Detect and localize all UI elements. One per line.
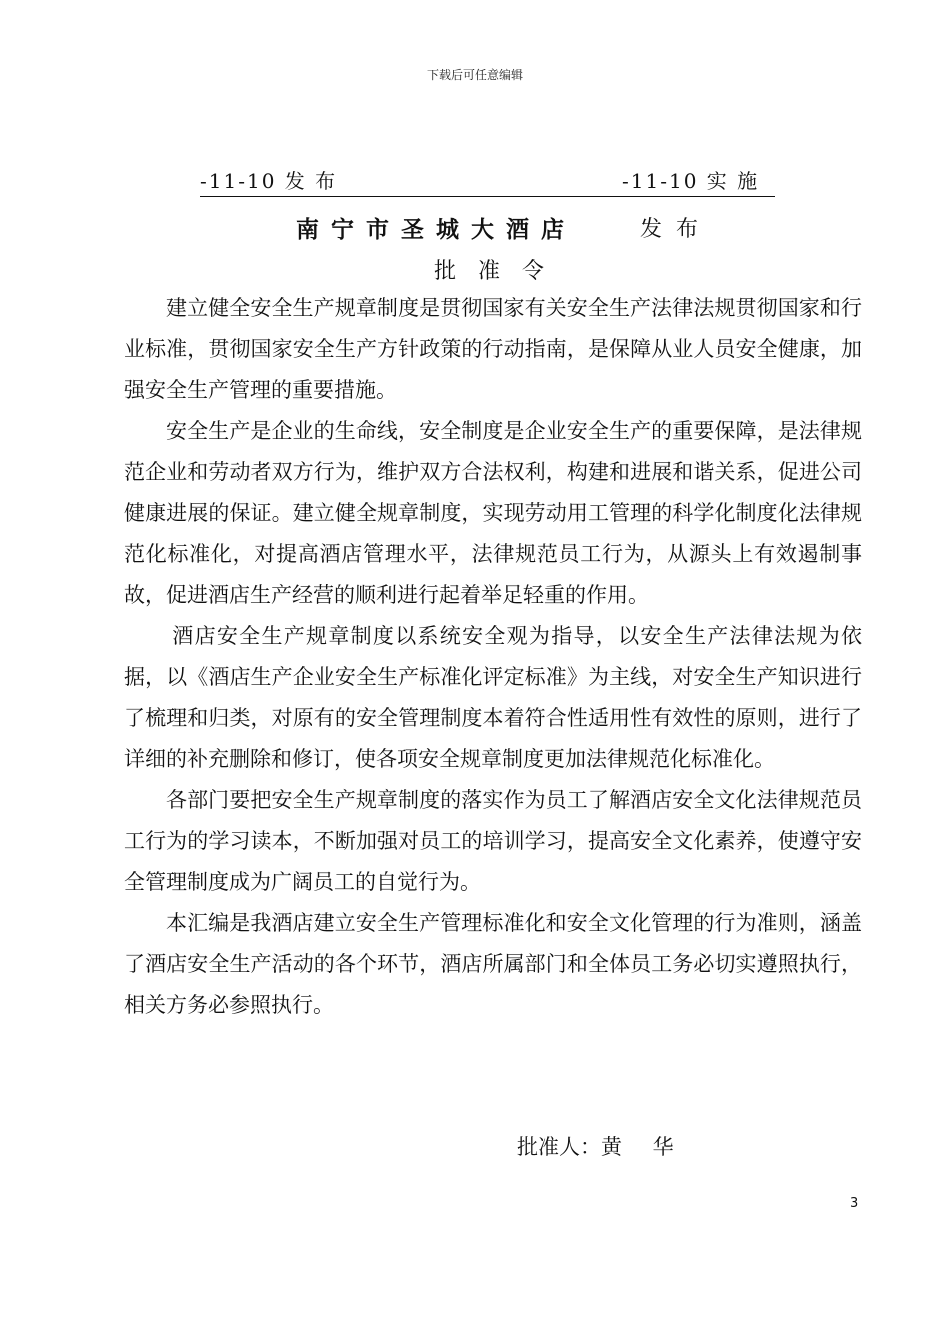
approver [517,1131,686,1161]
date-line [200,170,775,197]
paragraph: 各部门要把安全生产规章制度的落实作为员工了解酒店安全文化法律规范员工行为的学习读本，不断加强对员工的培训学习，提高安全文化素养，使遵守安全管理制度成为广阔员工的自觉行为。 [124,788,862,894]
body-text [124,288,862,1026]
paragraph: 建立健全安全生产规章制度是贯彻国家有关安全生产法律法规贯彻国家和行业标准，贯彻国家安全生产方针政策的行动指南，是保障从业人员安全健康，加强安全生产管理的重要措施。 [124,296,862,402]
publisher-action: 发布 [640,217,713,242]
header-note: 下载后可任意编辑 [426,68,523,82]
paragraph: 酒店安全生产规章制度以系统安全观为指导，以安全生产法律法规为依据，以《酒店生产企业安全生产标准化评定标准》为主线，对安全生产知识进行了梳理和归类，对原有的安全管理制度本着符合性适用性有效性的原则，进行了详细的补充删除和修订，使各项安全规章制度更加法律规范化标准化。 [124,624,862,771]
publisher-name: 南宁市圣城大酒店 [296,217,576,243]
publish-date: -11-10 发 布 [200,169,338,193]
paragraph: 安全生产是企业的生命线，安全制度是企业安全生产的重要保障，是法律规范企业和劳动者双方行为，维护双方合法权利，构建和进展和谐关系，促进公司健康进展的保证。建立健全规章制度，实现劳动用工管理的科学化制度化法律规范化标准化，对提高酒店管理水平，法律规范员工行为，从源头上有效遏制事故，促进酒店生产经营的顺利进行起着举足轻重的作用。 [124,419,862,607]
document-title: 批准令 [434,259,567,284]
approver-label: 批准人： [517,1135,601,1159]
paragraph: 本汇编是我酒店建立安全生产管理标准化和安全文化管理的行为准则，涵盖了酒店安全生产活动的各个环节，酒店所属部门和全体员工务必切实遵照执行，相关方务必参照执行。 [124,911,862,1017]
approver-name: 黄 华 [601,1135,686,1159]
page-number: 3 [850,1196,859,1211]
effective-date: -11-10 实 施 [622,169,760,193]
